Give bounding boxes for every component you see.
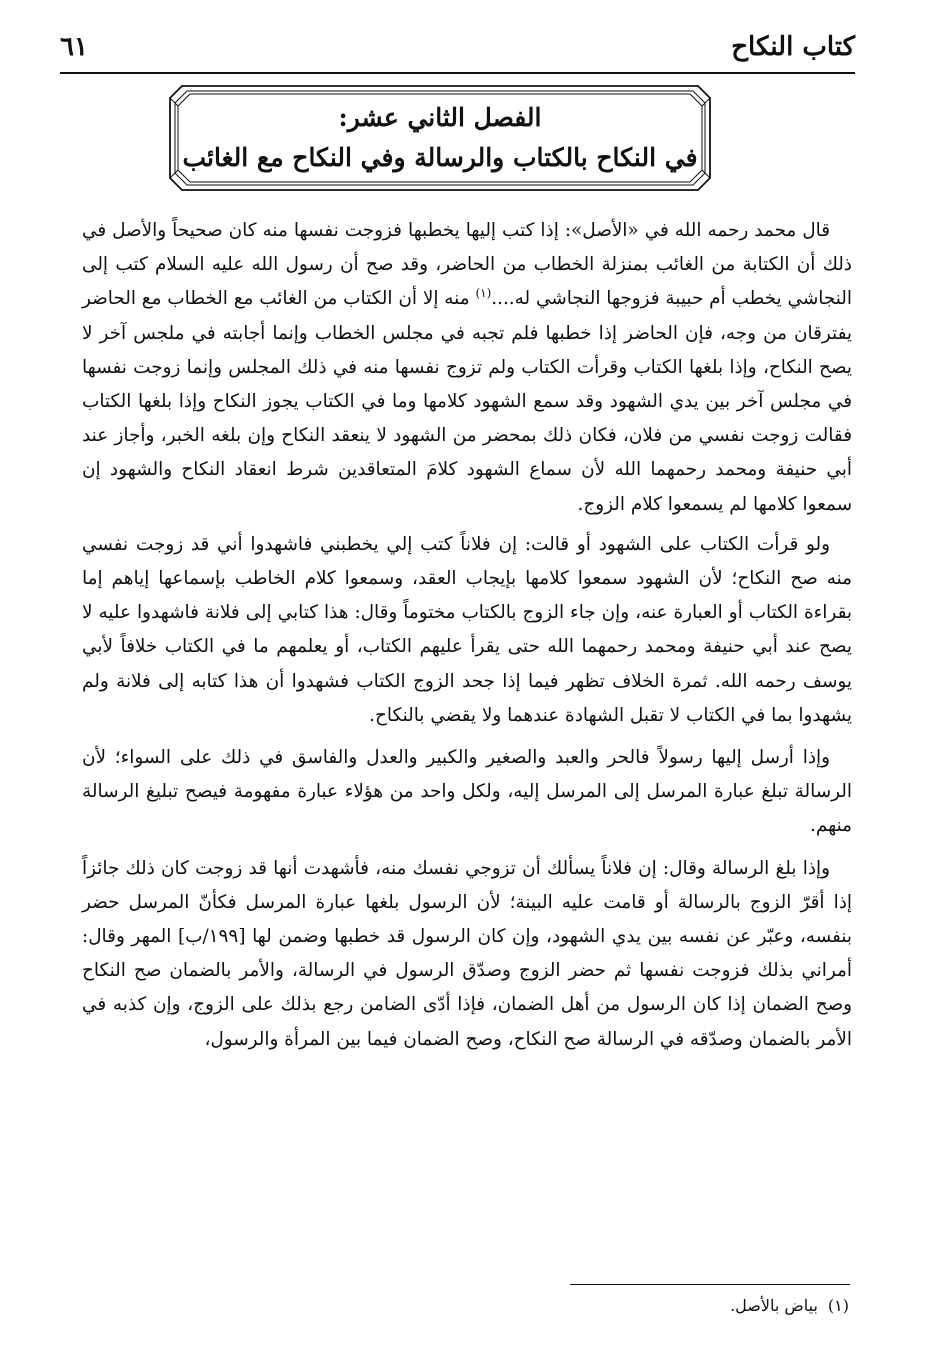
chapter-subheading: في النكاح بالكتاب والرسالة وفي النكاح مع الغائب: [182, 143, 698, 172]
paragraph-1-part-a: قال محمد رحمه الله في «الأصل»: إذا كتب إليها يخطبها فزوجت نفسها منه كان صحيحاً والأصل في ذلك أن الكتابة من الغائب بمنزلة الخطاب من الحاضر، وقد صح أن رسول الله عليه السلام كتب إلى النجاشي يخطب أم حبيبة فزوجها النجاشي له....: [82, 220, 852, 310]
paragraph-2: ولو قرأت الكتاب على الشهود أو قالت: إن فلاناً كتب إلي يخطبني فاشهدوا أني قد زوجت نفسي منه صح النكاح؛ لأن الشهود سمعوا كلامها بإيجاب العقد، وسمعوا كلام الخاطب بإسماعها إياهم إما بقراءة الكتاب أو العبارة عنه، وإن جاء الزوج بالكتاب مختوماً وقال: هذا كتابي إلى فلانة فاشهدوا عليه لا يصح عند أبي حنيفة ومحمد رحمهما الله حتى يقرأ عليهم الكتاب، أو يعلمهم ما في الكتاب خلافاً لأبي يوسف رحمه الله. ثمرة الخلاف تظهر فيما إذا جحد الزوج الكتاب فشهدوا أن هذا كتابه إلى فلانة ولم يشهدوا بما في الكتاب لا تقبل الشهادة عندهما ولا يقضي بالنكاح.: [82, 533, 852, 726]
paragraph-1-part-b: منه إلا أن الكتاب من الغائب مع الخطاب مع الحاضر يفترقان من وجه، فإن الحاضر إذا خطبها فلم تجبه في مجلس الخطاب وإنما أجابته في ملجس آخر لا يصح النكاح، وإذا بلغها الكتاب وقرأت الكتاب ولم تزوج نفسها منه في ذلك المجلس وإنما زوجت نفسها في مجلس آخر بين يدي الشهود وقد سمع الشهود كلامها وما في الكتاب يجوز النكاح وإذا بلغها الكتاب فقالت زوجت نفسي من فلان، فكان ذلك بمحضر من الشهود لا ينعقد النكاح وإن بلغه الخبر، وأجاز عند أبي حنيفة ومحمد رحمهما الله لأن سماع الشهود كلامَ المتعاقدين شرط انعقاد النكاح والشهود إن سمعوا كلامها لم يسمعوا كلام الزوج.: [82, 288, 852, 515]
book-title: كتاب النكاح: [731, 32, 855, 62]
chapter-heading: الفصل الثاني عشر:: [338, 103, 542, 132]
main-text: [82, 214, 852, 1065]
running-head: [60, 28, 855, 72]
header-rule: [60, 72, 855, 74]
chapter-title: [168, 98, 712, 178]
footnote-marker: (١): [475, 286, 492, 301]
footnote-separator: [570, 1284, 850, 1285]
paragraph-3: وإذا أرسل إليها رسولاً فالحر والعبد والصغير والكبير والعدل والفاسق في ذلك على السواء؛ لأن الرسالة تبلغ عبارة المرسل إلى المرسل إليه، ولكل واحد من هؤلاء عبارة مفهومة فيصح تبليغ الرسالة منهم.: [82, 747, 852, 837]
footnote-number: (١): [827, 1296, 849, 1315]
paragraph-1: [82, 214, 852, 522]
chapter-title-frame: [168, 84, 712, 192]
paragraph-4: وإذا بلغ الرسالة وقال: إن فلاناً يسألك أن تزوجي نفسك منه، فأشهدت أنها قد زوجت كان ذلك جائزاً إذا أقرّ الزوج بالرسالة أو قامت عليه البينة؛ لأن الرسول بلغها عبارة المرسل فكأنّ المرسل حضر بنفسه، وعبّر عن نفسه بين يدي الشهود، وإن كان الرسول قد خطبها وضمن لها [١٩٩/ب] المهر وقال: أمراني بذلك فزوجت نفسها ثم حضر الزوج وصدّق الرسول في الرسالة، والأمر بالضمان صح النكاح وصح الضمان إذا كان الرسول من أهل الضمان، فإذا أدّى الضامن رجع بذلك على الزوج، وإن كذبه في الأمر بالضمان وصدّقه في الرسالة صح النكاح، وصح الضمان فيما بين المرأة والرسول،: [82, 857, 852, 1050]
footnote-text: بياض بالأصل.: [730, 1296, 818, 1315]
footnote: [730, 1296, 849, 1315]
page-number: ٦١: [60, 32, 88, 62]
